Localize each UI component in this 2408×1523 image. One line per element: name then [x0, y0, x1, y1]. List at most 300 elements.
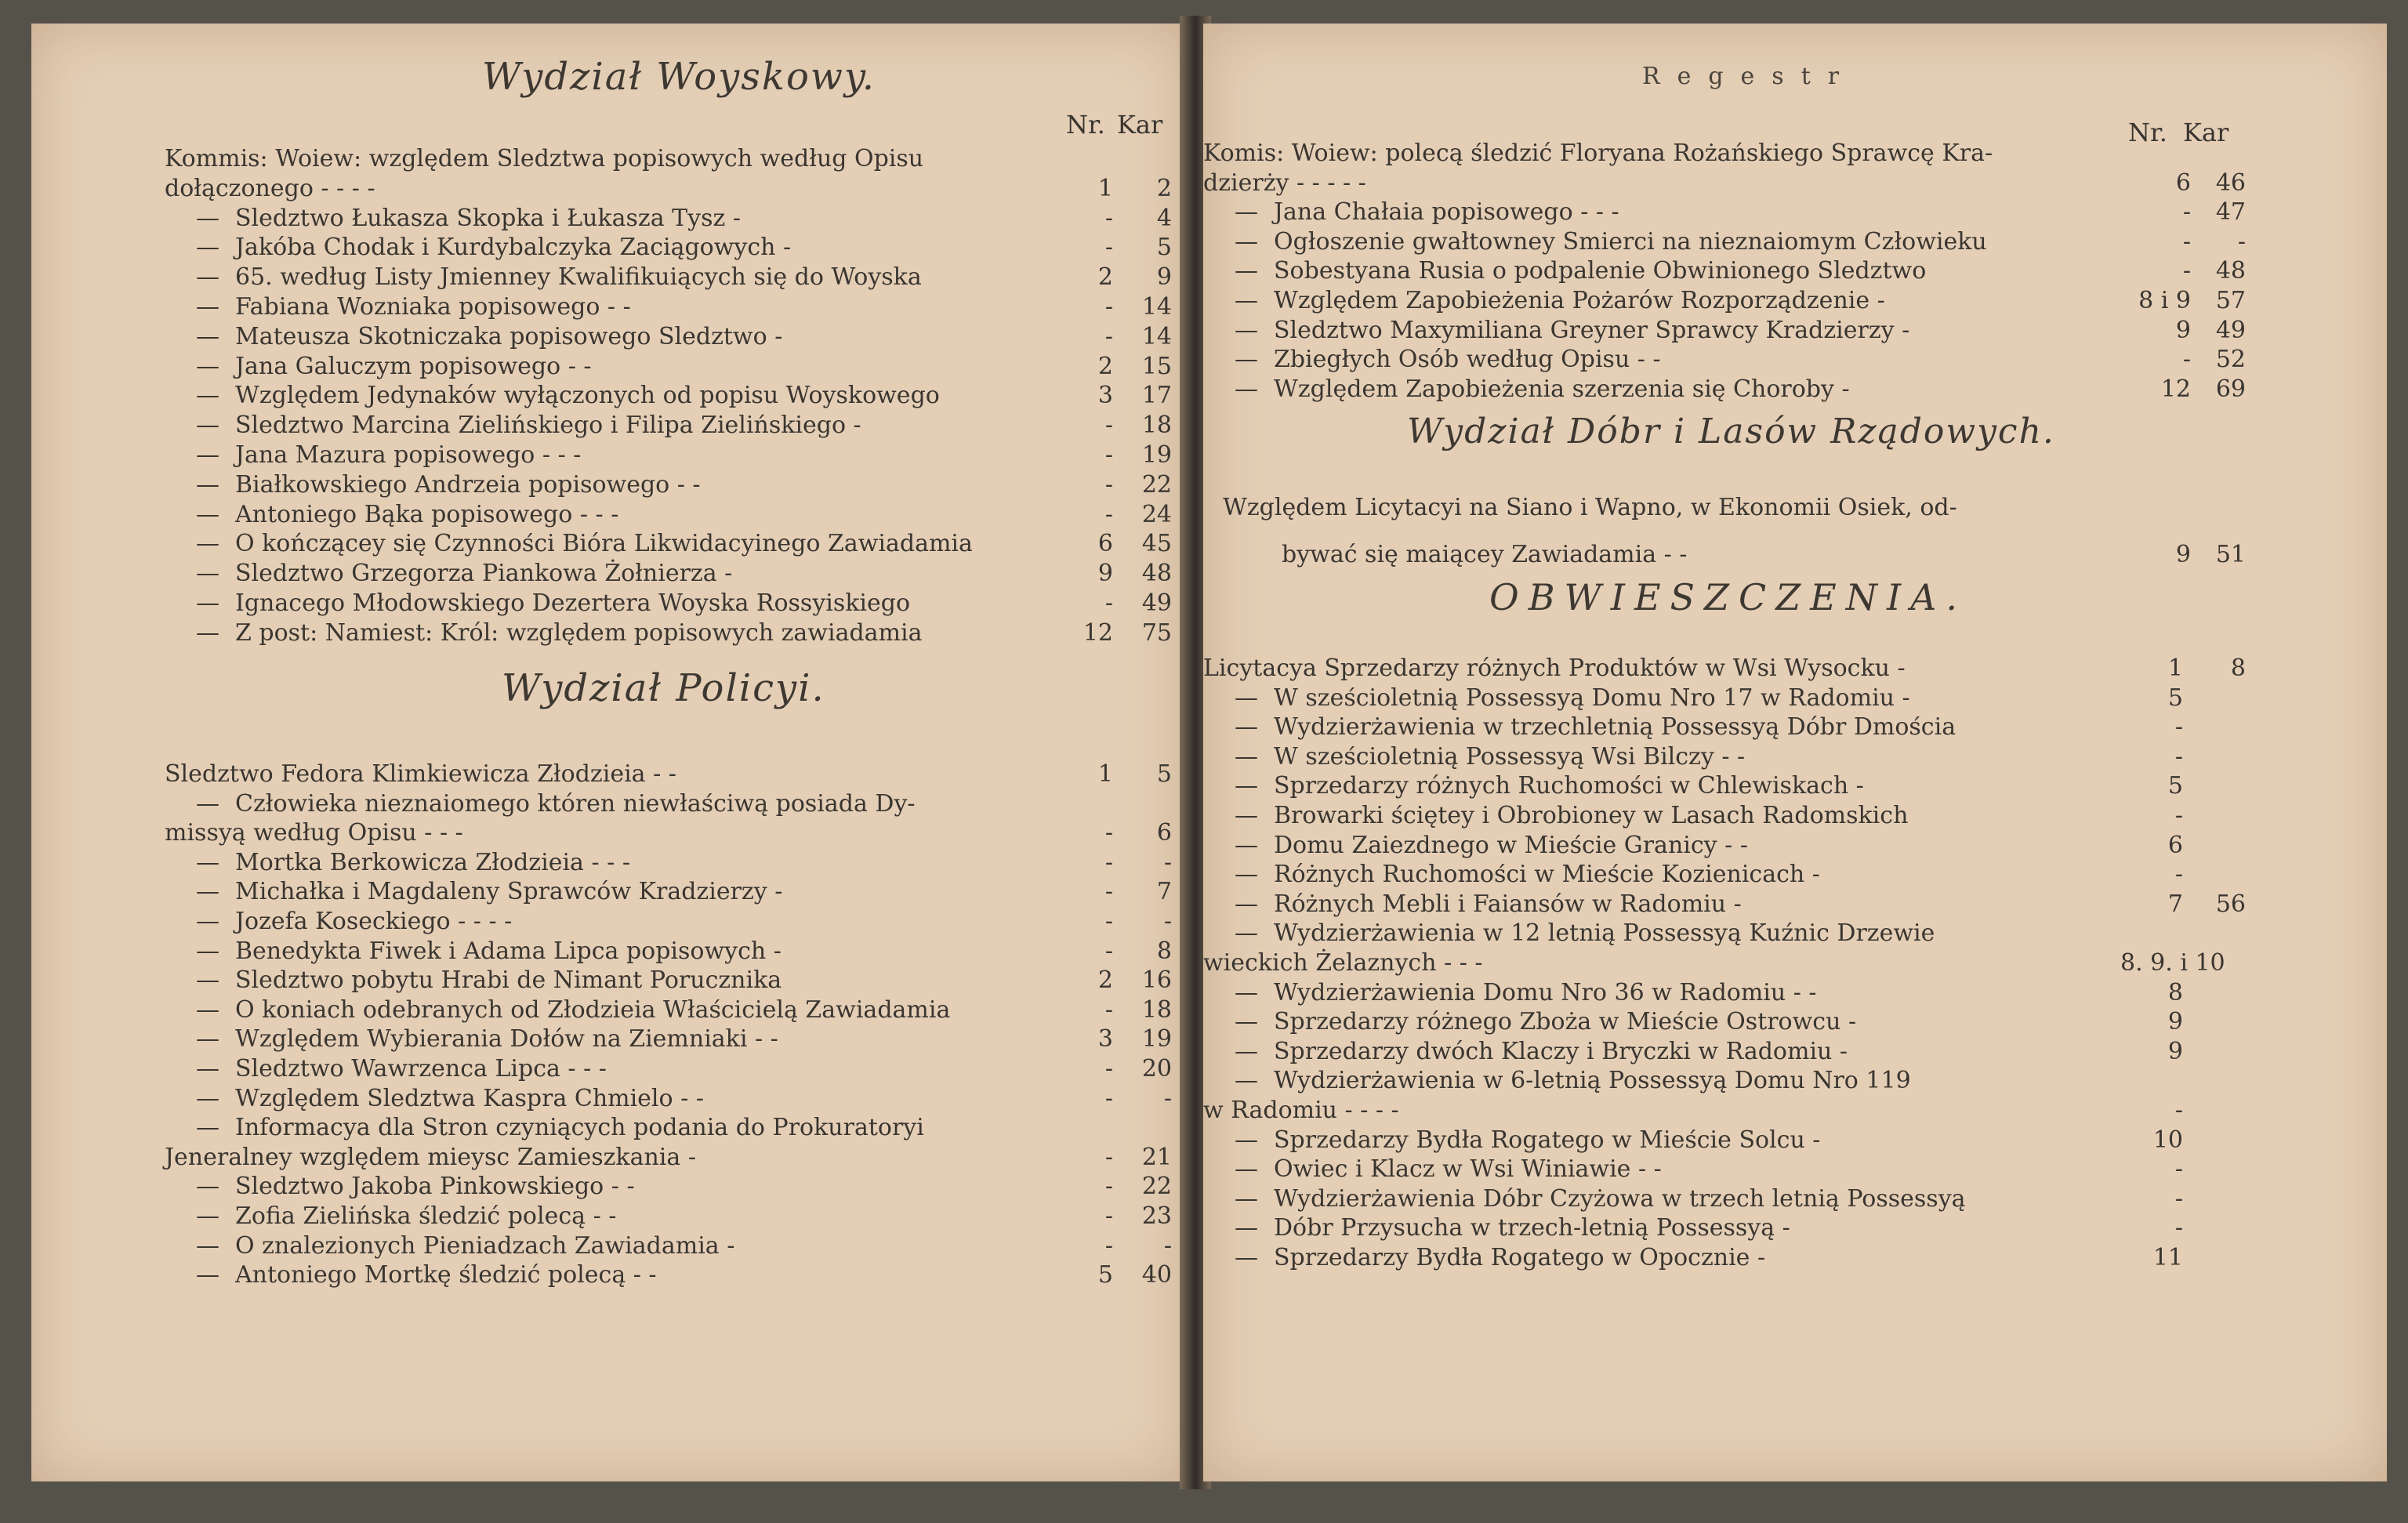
entry-kar: 21: [1141, 1143, 1172, 1171]
obw-entry-row: [1235, 1244, 1765, 1272]
entry-dash: —: [1235, 1008, 1258, 1036]
entry-nr: 2: [1097, 263, 1113, 292]
entry-nr: -: [2182, 227, 2191, 256]
entry-text: Człowieka nieznaiomego któren niewłaściwą posiada Dy-: [235, 789, 916, 818]
entry-nr: 8: [2167, 978, 2183, 1006]
pol-entry-row: [196, 908, 512, 936]
entry-text: Ogłoszenie gwałtowney Smierci na nieznaiomym Człowieku: [1274, 227, 1987, 256]
entry-nr: 5: [2167, 772, 2183, 800]
pol-entry-row: [196, 1232, 734, 1260]
entry-text: Względem Sledztwa Kaspra Chmielo - -: [235, 1084, 704, 1112]
right-page: [1203, 24, 2387, 1481]
entry-nr: -: [1104, 1231, 1113, 1260]
entry-dash: —: [196, 352, 219, 380]
komis-entry-row: [1203, 140, 1993, 168]
entry-text: Wydzierżawienia w 6-letnią Possessyą Domu Nro 119: [1274, 1067, 1911, 1095]
entry-nr: -: [1104, 819, 1113, 847]
entry-text: Białkowskiego Andrzeia popisowego - -: [235, 470, 701, 499]
entry-dash: —: [196, 1173, 219, 1201]
voy-entry-row: [196, 471, 701, 499]
komis-entry-row: [1235, 317, 1909, 345]
obw-entry-row: [1203, 1097, 1399, 1125]
section-title-dobr: Wydział Dóbr i Lasów Rządowych.: [1407, 412, 2055, 451]
entry-text: Sledztwo Maxymiliana Greyner Sprawcy Kradzierzy -: [1274, 316, 1910, 344]
entry-nr: 6: [1097, 530, 1113, 558]
entry-text: Michałka i Magdaleny Sprawców Kradzierzy -: [235, 878, 783, 906]
entry-dash: —: [1235, 227, 1258, 256]
voy-entry-row: [165, 175, 375, 203]
entry-text: Sprzedarzy różnego Zboża w Mieście Ostrowcu -: [1274, 1008, 1857, 1036]
entry-text: Różnych Ruchomości w Mieście Kozienicach -: [1274, 861, 1820, 889]
pol-entry-row: [196, 1085, 704, 1113]
obw-entry-row: [1235, 743, 1745, 771]
entry-dash: —: [196, 382, 219, 410]
entry-kar: 14: [1141, 322, 1172, 350]
entry-nr: 9: [1097, 560, 1113, 588]
entry-nr: 8 i 9: [2138, 287, 2191, 314]
entry-nr: 3: [1097, 382, 1113, 410]
dobr-entry-nr: 9: [2175, 541, 2191, 568]
voy-entry-row: [196, 501, 618, 529]
entry-kar: 23: [1141, 1202, 1172, 1230]
voy-entry-row: [196, 353, 592, 381]
entry-kar: -: [1163, 848, 1172, 876]
entry-kar: 14: [1141, 293, 1172, 321]
entry-dash: —: [1235, 772, 1258, 800]
entry-kar: -: [1163, 1231, 1172, 1260]
entry-dash: —: [1235, 713, 1258, 742]
entry-dash: —: [196, 589, 219, 617]
voy-entry-row: [196, 205, 741, 233]
entry-nr: -: [2174, 713, 2183, 742]
entry-nr: 11: [2152, 1244, 2183, 1271]
entry-text: Sledztwo Fedora Klimkiewicza Złodzieia - -: [165, 760, 676, 788]
entry-nr: -: [2174, 742, 2183, 771]
voy-entry-row: [196, 441, 581, 470]
entry-text: Zbiegłych Osób według Opisu - -: [1274, 346, 1661, 374]
obw-entry-row: [1203, 655, 1906, 683]
entry-dash: —: [1235, 375, 1258, 403]
entry-text: Sledztwo Łukasza Skopka i Łukasza Tysz -: [235, 204, 741, 232]
entry-kar: 2: [1156, 174, 1172, 202]
pol-entry-row: [196, 996, 950, 1024]
entry-text: Sledztwo Wawrzenca Lipca - - -: [235, 1055, 607, 1082]
obw-entry-row: [1235, 861, 1820, 889]
entry-text: Sobestyana Rusia o podpalenie Obwinionego Sledztwo: [1274, 257, 1927, 285]
entry-text: Antoniego Mortkę śledzić polecą - -: [235, 1261, 657, 1289]
entry-nr: -: [1104, 995, 1113, 1024]
entry-text: Ignacego Młodowskiego Dezertera Woyska Rossyiskiego: [235, 589, 911, 617]
entry-dash: —: [1235, 346, 1258, 374]
entry-text: Z post: Namiest: Król: względem popisowych zawiadamia: [235, 618, 923, 647]
entry-dash: —: [196, 1025, 219, 1053]
entry-dash: —: [1235, 802, 1258, 829]
entry-text: Domu Zaiezdnego w Mieście Granicy - -: [1274, 831, 1748, 859]
entry-dash: —: [196, 937, 219, 965]
column-header-kar: Kar: [1117, 110, 1163, 140]
obw-entry-row: [1203, 949, 1483, 977]
entry-nr: -: [2174, 861, 2183, 889]
entry-kar: 24: [1141, 500, 1172, 528]
obw-entry-row: [1235, 802, 1908, 830]
obw-entry-row: [1235, 1008, 1856, 1036]
entry-dash: —: [196, 878, 219, 906]
entry-dash: —: [1235, 684, 1258, 712]
entry-dash: —: [1235, 257, 1258, 285]
entry-dash: —: [196, 322, 219, 350]
voy-entry-row: [196, 530, 973, 558]
entry-nr: 3: [1097, 1025, 1113, 1053]
komis-entry-row: [1235, 375, 1850, 404]
entry-kar: 18: [1141, 995, 1172, 1024]
entry-text: Mateusza Skotniczaka popisowego Sledztwo -: [235, 322, 783, 350]
pol-entry-row: [196, 1025, 778, 1053]
entry-text: Jana Chałaia popisowego - - -: [1274, 198, 1619, 227]
entry-nr: 12: [1083, 618, 1113, 647]
entry-dash: —: [196, 234, 219, 262]
voy-entry-row: [196, 382, 940, 410]
entry-kar: 20: [1141, 1055, 1172, 1082]
entry-nr: 6: [2167, 831, 2183, 859]
entry-nr: 8. 9. i 10: [2120, 949, 2225, 977]
entry-kar: 57: [2215, 287, 2246, 314]
entry-kar: 56: [2215, 890, 2246, 918]
entry-kar: 6: [1156, 819, 1172, 847]
entry-dash: —: [1235, 919, 1258, 948]
entry-nr: 2: [1097, 966, 1113, 995]
entry-text: Względem Zapobieżenia Pożarów Rozporządzenie -: [1274, 287, 1885, 314]
entry-dash: —: [196, 500, 219, 528]
entry-text: Fabiana Wozniaka popisowego - -: [235, 293, 631, 321]
entry-text: Benedykta Fiwek i Adama Lipca popisowych -: [235, 937, 782, 965]
entry-dash: —: [196, 470, 219, 499]
dobr-entry-line2: bywać się maiącey Zawiadamia - -: [1282, 541, 1688, 568]
entry-nr: 1: [2167, 655, 2183, 682]
voy-entry-row: [196, 589, 910, 618]
entry-dash: —: [196, 618, 219, 647]
entry-text: Względem Zapobieżenia szerzenia się Choroby -: [1274, 375, 1850, 403]
entry-nr: -: [1104, 878, 1113, 906]
entry-dash: —: [196, 1114, 219, 1142]
komis-entry-row: [1235, 228, 1987, 256]
obw-entry-row: [1235, 772, 1864, 800]
entry-kar: 47: [2215, 198, 2246, 227]
pol-entry-row: [196, 849, 630, 877]
entry-dash: —: [1235, 287, 1258, 314]
entry-text: Licytacya Sprzedarzy różnych Produktów w Wsi Wysocku -: [1203, 655, 1906, 682]
entry-text: Jozefa Koseckiego - - - -: [235, 908, 513, 935]
entry-dash: —: [196, 995, 219, 1024]
entry-text: Sprzedarzy dwóch Klaczy i Bryczki w Radomiu -: [1274, 1037, 1848, 1065]
pol-entry-row: [196, 937, 782, 966]
entry-kar: 19: [1141, 1025, 1172, 1053]
entry-dash: —: [1235, 890, 1258, 918]
section-title-obwieszczenia: OBWIESZCZENIA.: [1489, 576, 1967, 618]
entry-nr: -: [1104, 500, 1113, 528]
entry-text: W sześcioletnią Possessyą Domu Nro 17 w Radomiu -: [1274, 684, 1910, 712]
entry-dash: —: [196, 789, 219, 818]
entry-text: Sledztwo pobytu Hrabi de Nimant Porucznika: [235, 966, 782, 995]
entry-dash: —: [196, 1202, 219, 1230]
dobr-entry-kar: 51: [2215, 541, 2246, 568]
entry-nr: -: [2174, 1184, 2183, 1213]
entry-text: Sledztwo Jakoba Pinkowskiego - -: [235, 1173, 635, 1201]
entry-text: Sledztwo Grzegorza Piankowa Żołnierza -: [235, 560, 733, 588]
obw-entry-row: [1235, 684, 1910, 713]
entry-dash: —: [1235, 198, 1258, 227]
entry-dash: —: [196, 1055, 219, 1082]
entry-kar: 19: [1141, 441, 1172, 469]
entry-dash: —: [1235, 1037, 1258, 1065]
entry-nr: 1: [1097, 760, 1113, 788]
entry-text: Względem Wybierania Dołów na Ziemniaki - -: [235, 1025, 778, 1053]
obw-entry-row: [1235, 919, 1935, 948]
entry-kar: 48: [1141, 560, 1172, 588]
obw-entry-row: [1235, 713, 1956, 742]
entry-nr: -: [2174, 802, 2183, 829]
pol-entry-row: [165, 760, 676, 789]
column-header-kar: Kar: [2183, 118, 2229, 147]
entry-nr: -: [1104, 848, 1113, 876]
entry-nr: -: [1104, 1084, 1113, 1112]
entry-text: Sprzedarzy Bydła Rogatego w Opocznie -: [1274, 1244, 1766, 1271]
pol-entry-row: [196, 1173, 635, 1201]
komis-entry-row: [1235, 287, 1885, 315]
entry-kar: 5: [1156, 234, 1172, 262]
entry-nr: -: [1104, 470, 1113, 499]
section-title-voyskowy: Wydział Woyskowy.: [482, 55, 876, 99]
entry-text: Dóbr Przysucha w trzech-letnią Possessyą -: [1274, 1214, 1790, 1242]
entry-kar: 46: [2215, 169, 2246, 197]
obw-entry-row: [1235, 832, 1748, 860]
entry-kar: 5: [1156, 760, 1172, 788]
komis-entry-row: [1235, 198, 1619, 227]
entry-dash: —: [1235, 1214, 1258, 1242]
entry-kar: 22: [1141, 470, 1172, 499]
entry-kar: 17: [1141, 382, 1172, 410]
entry-nr: -: [2182, 198, 2191, 227]
entry-kar: 22: [1141, 1173, 1172, 1201]
entry-text: Wydzierżawienia Domu Nro 36 w Radomiu - -: [1274, 978, 1817, 1006]
entry-nr: 2: [1097, 352, 1113, 380]
entry-text: Różnych Mebli i Faiansów w Radomiu -: [1274, 890, 1742, 918]
entry-nr: -: [1104, 937, 1113, 965]
entry-nr: -: [1104, 589, 1113, 617]
entry-kar: 69: [2215, 375, 2246, 403]
obw-entry-row: [1235, 979, 1817, 1007]
entry-kar: 9: [1156, 263, 1172, 292]
obw-entry-row: [1235, 1126, 1820, 1155]
entry-nr: 1: [1097, 174, 1113, 202]
entry-text: w Radomiu - - - -: [1203, 1097, 1399, 1124]
entry-text: Browarki ściętey i Obrobioney w Lasach Radomskich: [1274, 802, 1909, 829]
left-page: [31, 24, 1188, 1481]
entry-text: O znalezionych Pieniadzach Zawiadamia -: [235, 1231, 735, 1260]
entry-text: Jana Mazura popisowego - - -: [235, 441, 582, 469]
entry-dash: —: [1235, 831, 1258, 859]
entry-kar: 75: [1141, 618, 1172, 647]
entry-kar: 40: [1141, 1261, 1172, 1289]
entry-nr: 7: [2167, 890, 2183, 918]
entry-nr: -: [1104, 412, 1113, 440]
entry-nr: -: [1104, 1173, 1113, 1201]
pol-entry-row: [196, 1261, 657, 1289]
entry-text: missyą według Opisu - - -: [165, 819, 463, 847]
entry-nr: -: [1104, 1202, 1113, 1230]
column-header-nr: Nr.: [1066, 110, 1105, 140]
entry-kar: 7: [1156, 878, 1172, 906]
obw-entry-row: [1235, 890, 1742, 919]
komis-entry-row: [1235, 257, 1926, 285]
entry-nr: -: [1104, 322, 1113, 350]
entry-kar: 8: [2230, 655, 2246, 682]
entry-dash: —: [1235, 978, 1258, 1006]
entry-dash: —: [1235, 861, 1258, 889]
voy-entry-row: [196, 293, 631, 321]
voy-entry-row: [196, 619, 922, 647]
entry-text: W sześcioletnią Possessyą Wsi Bilczy - -: [1274, 742, 1746, 771]
entry-dash: —: [196, 204, 219, 232]
entry-dash: —: [1235, 1244, 1258, 1271]
entry-text: Zofia Zielińska śledzić polecą - -: [235, 1202, 617, 1230]
entry-nr: -: [1104, 293, 1113, 321]
entry-nr: 5: [1097, 1261, 1113, 1289]
entry-nr: -: [1104, 1143, 1113, 1171]
pol-entry-row: [196, 1202, 616, 1231]
komis-entry-row: [1203, 169, 1366, 198]
entry-nr: -: [1104, 204, 1113, 232]
entry-nr: 10: [2152, 1126, 2183, 1154]
obw-entry-row: [1235, 1067, 1911, 1095]
entry-nr: -: [1104, 234, 1113, 262]
entry-nr: -: [1104, 908, 1113, 935]
pol-entry-row: [165, 819, 463, 847]
entry-nr: 12: [2160, 375, 2191, 403]
entry-nr: 9: [2167, 1008, 2183, 1036]
entry-text: Wydzierżawienia Dóbr Czyżowa w trzech letnią Possessyą: [1274, 1184, 1966, 1213]
entry-dash: —: [1235, 1067, 1258, 1095]
entry-nr: -: [1104, 441, 1113, 469]
entry-text: dołączonego - - - -: [165, 174, 375, 202]
entry-nr: -: [2182, 346, 2191, 374]
entry-kar: 52: [2215, 346, 2246, 374]
column-header-nr: Nr.: [2128, 118, 2167, 147]
entry-dash: —: [1235, 742, 1258, 771]
komis-entry-row: [1235, 346, 1661, 374]
entry-dash: —: [196, 412, 219, 440]
entry-text: Komis: Woiew: polecą śledzić Floryana Rożańskiego Sprawcę Kra-: [1203, 140, 1993, 167]
entry-text: 65. według Listy Jmienney Kwalifikuiących się do Woyska: [235, 263, 922, 292]
entry-nr: -: [2174, 1214, 2183, 1242]
section-title-policyi: Wydział Policyi.: [502, 666, 825, 710]
entry-kar: 49: [1141, 589, 1172, 617]
obw-entry-row: [1235, 1038, 1848, 1066]
entry-kar: 48: [2215, 257, 2246, 285]
entry-dash: —: [1235, 1184, 1258, 1213]
obw-entry-row: [1235, 1155, 1662, 1184]
entry-dash: —: [196, 293, 219, 321]
entry-dash: —: [1235, 1126, 1258, 1154]
entry-text: Sledztwo Marcina Zielińskiego i Filipa Zielińskiego -: [235, 412, 861, 440]
entry-dash: —: [196, 848, 219, 876]
entry-kar: 18: [1141, 412, 1172, 440]
voy-entry-row: [196, 323, 782, 351]
entry-kar: -: [2237, 227, 2246, 256]
entry-dash: —: [196, 263, 219, 292]
voy-entry-row: [165, 145, 923, 173]
entry-kar: 4: [1156, 204, 1172, 232]
entry-nr: 5: [2167, 684, 2183, 712]
entry-dash: —: [196, 966, 219, 995]
entry-nr: 9: [2175, 316, 2191, 344]
entry-text: Owiec i Klacz w Wsi Winiawie - -: [1274, 1155, 1662, 1184]
entry-kar: 16: [1141, 966, 1172, 995]
pol-entry-row: [196, 878, 782, 906]
entry-text: Sprzedarzy Bydła Rogatego w Mieście Solcu -: [1274, 1126, 1821, 1154]
entry-kar: 49: [2215, 316, 2246, 344]
entry-dash: —: [196, 1231, 219, 1260]
pol-entry-row: [196, 1114, 924, 1142]
entry-kar: -: [1163, 1084, 1172, 1112]
entry-nr: -: [2174, 1097, 2183, 1124]
entry-text: wieckich Żelaznych - - -: [1203, 949, 1483, 977]
entry-text: Względem Jedynaków wyłączonych od popisu Woyskowego: [235, 382, 940, 410]
entry-text: Wydzierżawienia w 12 letnią Possessyą Kuźnic Drzewie: [1274, 919, 1935, 948]
entry-nr: -: [2182, 257, 2191, 285]
dobr-entry-line1: Względem Licytacyi na Siano i Wapno, w Ekonomii Osiek, od-: [1223, 494, 1957, 521]
running-head: Regestr: [1642, 63, 1857, 90]
pol-entry-row: [165, 1144, 696, 1172]
entry-text: Wydzierżawienia w trzechletnią Possessyą Dóbr Dmościa: [1274, 713, 1956, 742]
pol-entry-row: [196, 966, 782, 995]
entry-kar: -: [1163, 908, 1172, 935]
pol-entry-row: [196, 790, 916, 818]
entry-dash: —: [196, 1084, 219, 1112]
entry-text: Jeneralney względem mieysc Zamieszkania -: [165, 1143, 696, 1171]
entry-dash: —: [196, 908, 219, 935]
entry-text: Sprzedarzy różnych Ruchomości w Chlewiskach -: [1274, 772, 1864, 800]
entry-dash: —: [196, 560, 219, 588]
entry-kar: 8: [1156, 937, 1172, 965]
entry-text: O kończącey się Czynności Bióra Likwidacyinego Zawiadamia: [235, 530, 973, 558]
entry-text: Kommis: Woiew: względem Sledztwa popisowych według Opisu: [165, 145, 924, 172]
entry-nr: 9: [2167, 1037, 2183, 1065]
entry-text: O koniach odebranych od Złodzieia Właścicielą Zawiadamia: [235, 995, 951, 1024]
entry-dash: —: [1235, 1155, 1258, 1184]
entry-nr: -: [1104, 1055, 1113, 1082]
entry-dash: —: [196, 441, 219, 469]
voy-entry-row: [196, 263, 922, 292]
voy-entry-row: [196, 412, 861, 440]
entry-dash: —: [1235, 316, 1258, 344]
voy-entry-row: [196, 560, 732, 588]
voy-entry-row: [196, 234, 791, 262]
entry-text: Informacya dla Stron czyniących podania do Prokuratoryi: [235, 1114, 924, 1142]
obw-entry-row: [1235, 1214, 1790, 1242]
entry-nr: 6: [2175, 169, 2191, 197]
entry-nr: -: [2174, 1155, 2183, 1184]
entry-kar: 45: [1141, 530, 1172, 558]
obw-entry-row: [1235, 1185, 1966, 1213]
entry-text: Mortka Berkowicza Złodzieia - - -: [235, 848, 630, 876]
entry-text: Antoniego Bąka popisowego - - -: [235, 500, 619, 528]
pol-entry-row: [196, 1055, 607, 1083]
entry-text: Jakóba Chodak i Kurdybalczyka Zaciągowych -: [235, 234, 792, 262]
entry-dash: —: [196, 530, 219, 558]
entry-text: Jana Galuczym popisowego - -: [235, 352, 592, 380]
entry-dash: —: [196, 1261, 219, 1289]
entry-kar: 15: [1141, 352, 1172, 380]
